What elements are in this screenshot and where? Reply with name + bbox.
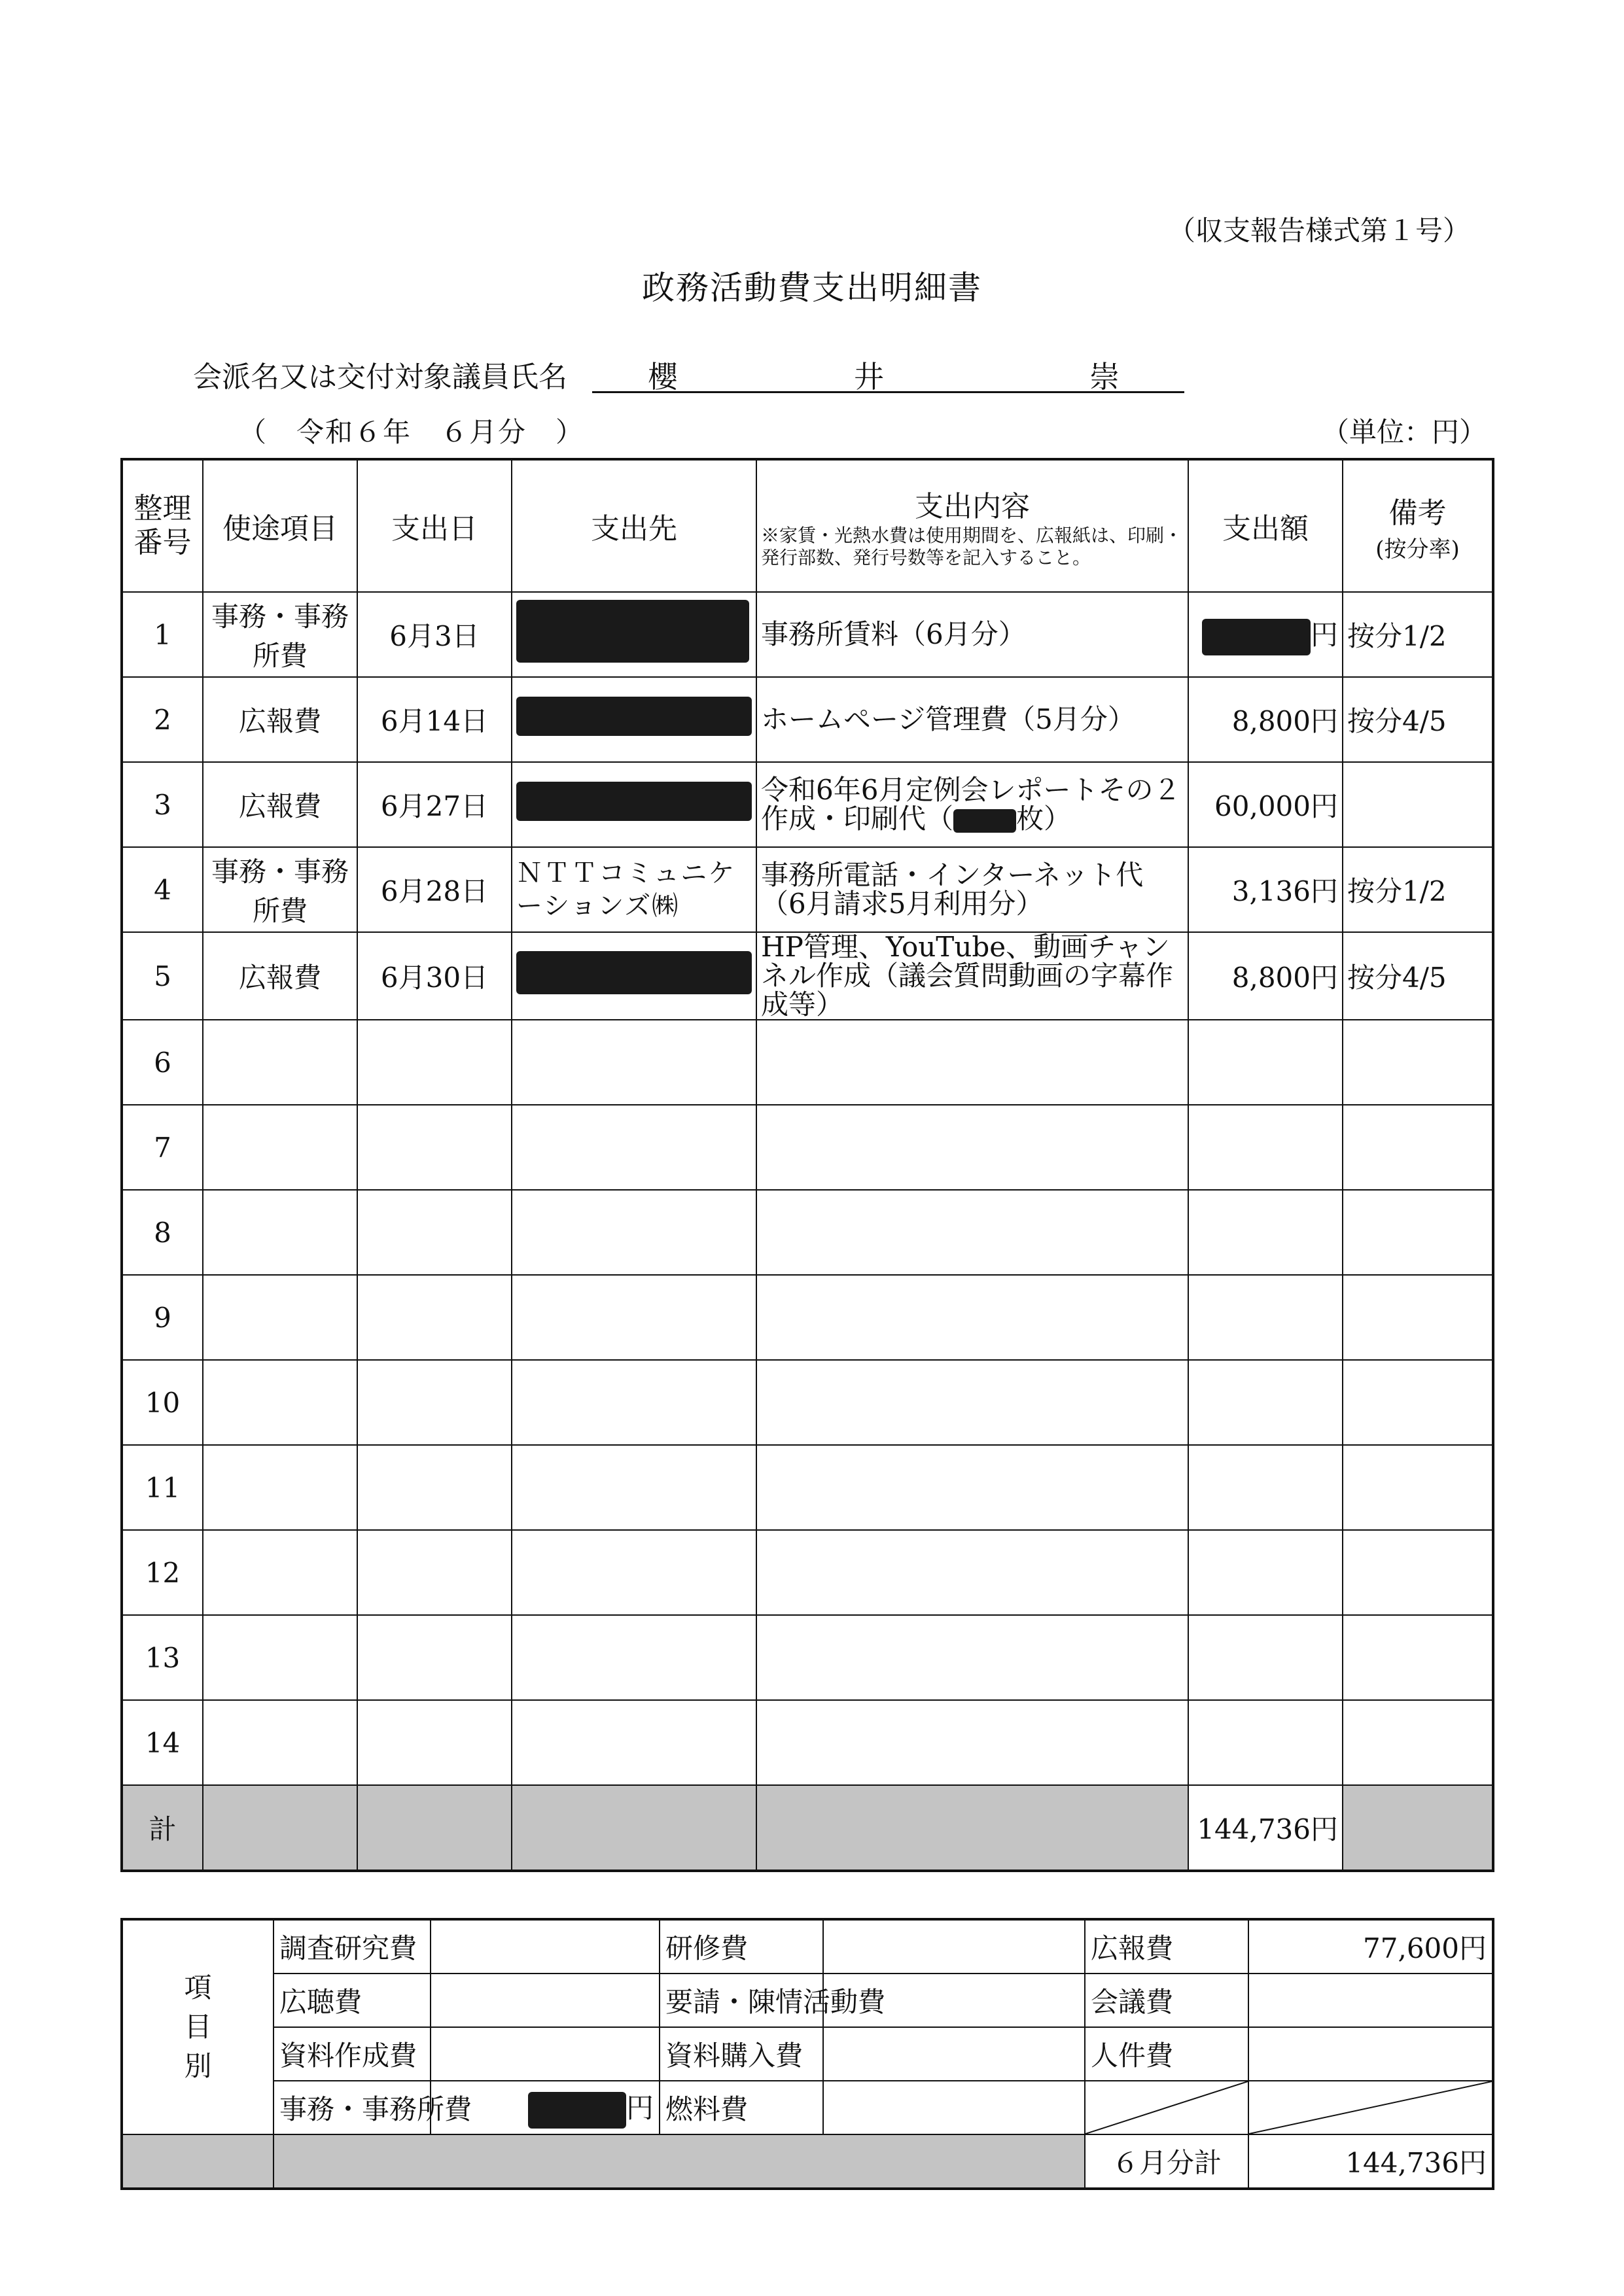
category-summary-table	[120, 1918, 1494, 2190]
row-amount: 3,136円	[1188, 847, 1343, 932]
header-remarks-sub: (按分率)	[1375, 536, 1460, 563]
name-char-3: 崇	[1089, 359, 1120, 394]
row-no: 11	[122, 1445, 203, 1530]
row-category: 事務・事務所費	[203, 847, 357, 932]
summary-item-label: 広報費	[1085, 1919, 1248, 1974]
row-date: 6月30日	[357, 932, 512, 1020]
summary-item-value	[823, 2027, 1085, 2081]
table-row-empty	[122, 1700, 1493, 1785]
summary-item-label: 会議費	[1085, 1974, 1248, 2027]
table-row-empty	[122, 1020, 1493, 1105]
table-row	[122, 592, 1493, 677]
row-no: 3	[122, 762, 203, 847]
table-row-empty	[122, 1275, 1493, 1360]
summary-row	[122, 2081, 1493, 2134]
summary-item-label: 広聴費	[274, 1974, 431, 2027]
summary-item-value	[823, 2081, 1085, 2134]
diagonal-cell	[1085, 2081, 1248, 2134]
redaction-block	[528, 2092, 626, 2129]
row-category: 事務・事務所費	[203, 592, 357, 677]
row-date: 6月3日	[357, 592, 512, 677]
redaction-block	[516, 697, 752, 736]
row-content: ホームページ管理費（5月分）	[756, 677, 1188, 762]
diagonal-cell	[1248, 2081, 1493, 2134]
header-date: 支出日	[357, 459, 512, 592]
summary-label	[122, 1919, 274, 2134]
header-category: 使途項目	[203, 459, 357, 592]
redaction-block	[516, 782, 752, 821]
table-row	[122, 762, 1493, 847]
expense-table	[120, 458, 1494, 1872]
row-payee	[512, 932, 756, 1020]
total-label: 計	[122, 1785, 203, 1871]
table-row-empty	[122, 1615, 1493, 1700]
month-total-label: ６月分計	[1085, 2134, 1248, 2189]
header-remarks	[1343, 459, 1493, 592]
row-payee: ＮＴＴコミュニケーションズ㈱	[512, 847, 756, 932]
summary-item-value: 77,600円	[1248, 1919, 1493, 1974]
row-no: 10	[122, 1360, 203, 1445]
summary-row	[122, 1974, 1493, 2027]
summary-item-label: 研修費	[660, 1919, 823, 1974]
header-no: 整理番号	[122, 459, 203, 592]
row-category: 広報費	[203, 762, 357, 847]
row-content: HP管理、YouTube、動画チャンネル作成（議会質問動画の字幕作成等）	[756, 932, 1188, 1020]
row-no: 6	[122, 1020, 203, 1105]
redaction-block	[1202, 619, 1311, 655]
period: （ 令和６年 ６月分 ）	[239, 416, 585, 448]
row-no: 4	[122, 847, 203, 932]
row-content	[756, 762, 1188, 847]
diagonal-line	[1086, 2081, 1248, 2134]
row-no: 12	[122, 1530, 203, 1615]
row-no: 9	[122, 1275, 203, 1360]
row-date: 6月28日	[357, 847, 512, 932]
row-no: 8	[122, 1190, 203, 1275]
summary-row	[122, 1919, 1493, 1974]
table-row-empty	[122, 1190, 1493, 1275]
row-amount: 8,800円	[1188, 932, 1343, 1020]
header-remarks-title: 備考	[1388, 496, 1447, 530]
row-remarks: 按分4/5	[1343, 932, 1493, 1020]
summary-item-label: 調査研究費	[274, 1919, 431, 1974]
redaction-block	[516, 600, 749, 663]
table-row	[122, 847, 1493, 932]
name-char-2: 井	[854, 359, 884, 394]
row-content-line1: 令和6年6月定例会レポートその２	[761, 774, 1181, 806]
summary-item-label: 燃料費	[660, 2081, 823, 2134]
summary-total-row	[122, 2134, 1493, 2189]
row-category: 広報費	[203, 932, 357, 1020]
summary-item-label: 事務・事務所費	[274, 2081, 431, 2134]
row-remarks: 按分1/2	[1343, 592, 1493, 677]
summary-row	[122, 2027, 1493, 2081]
row-date: 6月14日	[357, 677, 512, 762]
name-char-1: 櫻	[648, 359, 678, 394]
summary-item-value	[1248, 1974, 1493, 2027]
row-payee	[512, 762, 756, 847]
row-no: 1	[122, 592, 203, 677]
row-no: 7	[122, 1105, 203, 1190]
row-content-line2a: 作成・印刷代（	[761, 803, 954, 835]
row-remarks: 按分4/5	[1343, 677, 1493, 762]
header-payee: 支出先	[512, 459, 756, 592]
row-payee	[512, 677, 756, 762]
redaction-block	[516, 951, 752, 994]
row-date: 6月27日	[357, 762, 512, 847]
total-row	[122, 1785, 1493, 1871]
table-header-row	[122, 459, 1493, 592]
summary-item-label: 人件費	[1085, 2027, 1248, 2081]
row-remarks: 按分1/2	[1343, 847, 1493, 932]
row-category: 広報費	[203, 677, 357, 762]
row-amount	[1188, 592, 1343, 677]
row-remarks	[1343, 762, 1493, 847]
row-content-line2b: 枚）	[1016, 803, 1072, 835]
table-row-empty	[122, 1360, 1493, 1445]
header-content-title: 支出内容	[915, 490, 1030, 523]
table-row-empty	[122, 1105, 1493, 1190]
summary-item-value	[431, 2027, 660, 2081]
diagonal-line	[1249, 2081, 1492, 2134]
row-payee	[512, 592, 756, 677]
unit-label: （単位：円）	[1322, 416, 1487, 448]
form-number: （収支報告様式第１号）	[1168, 215, 1471, 247]
header-content-note: ※家賃・光熱水費は使用期間を、広報紙は、印刷・発行部数、発行号数等を記入すること。	[761, 525, 1183, 568]
row-amount-unit: 円	[1310, 619, 1338, 651]
total-amount: 144,736円	[1188, 1785, 1343, 1871]
document-title: 政務活動費支出明細書	[642, 269, 982, 307]
summary-item-value	[431, 1919, 660, 1974]
row-amount: 8,800円	[1188, 677, 1343, 762]
row-amount: 60,000円	[1188, 762, 1343, 847]
redaction-block	[953, 809, 1016, 833]
summary-item-unit: 円	[626, 2092, 654, 2124]
table-row-empty	[122, 1445, 1493, 1530]
table-row	[122, 932, 1493, 1020]
row-no: 2	[122, 677, 203, 762]
summary-item-label: 資料作成費	[274, 2027, 431, 2081]
row-no: 5	[122, 932, 203, 1020]
table-row	[122, 677, 1493, 762]
row-no: 13	[122, 1615, 203, 1700]
summary-item-value	[823, 1919, 1085, 1974]
summary-label-text: 項目別	[184, 1972, 212, 2082]
row-content: 事務所賃料（6月分）	[756, 592, 1188, 677]
table-row-empty	[122, 1530, 1493, 1615]
row-content: 事務所電話・インターネット代（6月請求5月利用分）	[756, 847, 1188, 932]
header-amount: 支出額	[1188, 459, 1343, 592]
header-content	[756, 459, 1188, 592]
summary-item-label: 資料購入費	[660, 2027, 823, 2081]
summary-item-value	[1248, 2027, 1493, 2081]
row-no: 14	[122, 1700, 203, 1785]
summary-item-value	[431, 1974, 660, 2027]
summary-item-label: 要請・陳情活動費	[660, 1974, 823, 2027]
month-total-value: 144,736円	[1248, 2134, 1493, 2189]
name-label: 会派名又は交付対象議員氏名	[193, 360, 567, 394]
